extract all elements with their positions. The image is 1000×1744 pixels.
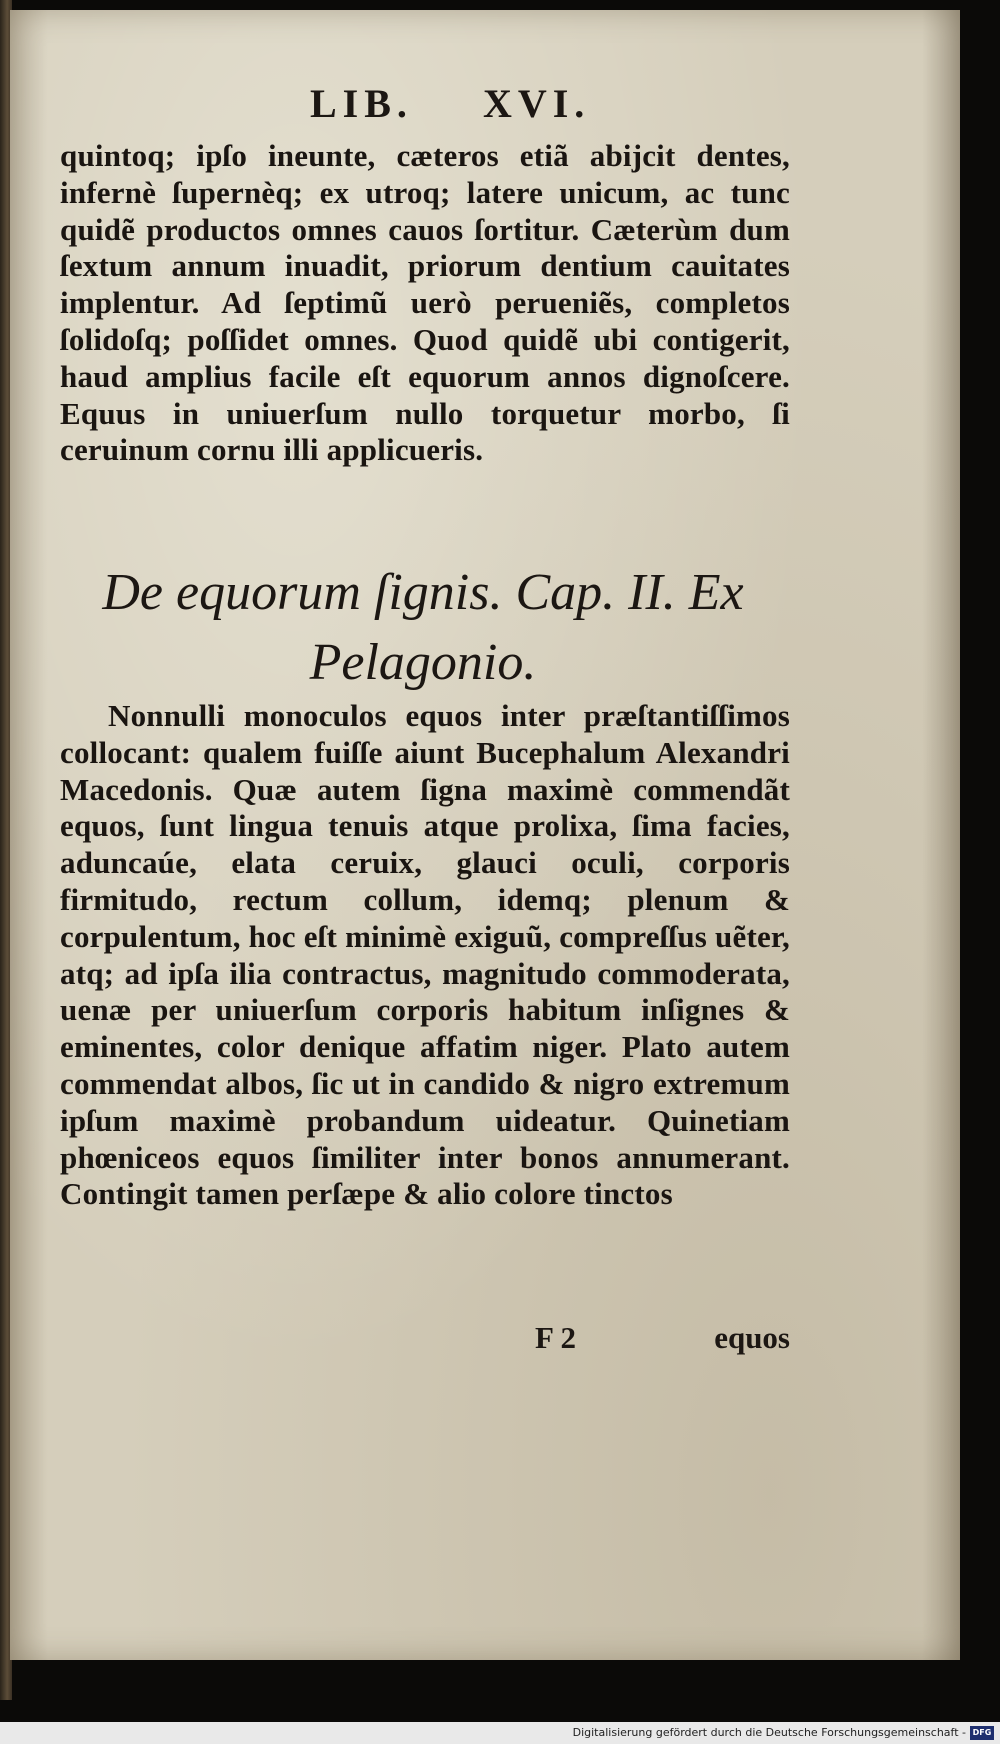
- dfg-logo-icon: DFG: [970, 1726, 994, 1740]
- running-head: [310, 80, 610, 127]
- footer-credit: Digitalisierung gefördert durch die Deutsche Forschungsgemeinschaft -: [572, 1726, 966, 1739]
- paragraph-continuation: quintoq; ipſo ineunte, cæteros etiã abijcit dentes, infernè ſupernèq; ex utroq; latere unicum, ac tunc quidẽ productos omnes cauos ſortitur. Cæterùm dum ſextum annum inuadit, priorum dentium cauitates implentur. Ad ſeptimũ uerò perueniẽs, completos ſolidoſq; poſſidet omnes. Quod quidẽ ubi contigerit, haud amplius facile eſt equorum annos dignoſcere. Equus in uniuerſum nullo torquetur morbo, ſi ceruinum cornu illi applicueris.: [60, 138, 790, 468]
- footer-bar: [0, 1722, 1000, 1744]
- running-head-book: LIB.: [310, 81, 413, 126]
- signature-mark: F 2: [535, 1320, 577, 1355]
- catchword: equos: [714, 1320, 790, 1355]
- book-page: [10, 10, 960, 1660]
- paragraph-main: Nonnulli monoculos equos inter præſtantiſſimos collocant: qualem fuiſſe aiunt Bucephalum Alexandri Macedonis. Quæ autem ſigna maximè commendãt equos, ſunt lingua tenuis atque prolixa, ſima facies, aduncaúe, elata ceruix, glauci oculi, corporis firmitudo, rectum collum, idemq; plenum & corpulentum, hoc eſt minimè exiguũ, compreſſus uẽter, atq; ad ipſa ilia contractus, magnitudo commoderata, uenæ per uniuerſum corporis habitum inſignes & eminentes, color denique affatim niger. Plato autem commendat albos, ſic ut in candido & nigro extremum ipſum maximè probandum uideatur. Quinetiam phœniceos equos ſimiliter inter bonos annumerant. Contingit tamen perſæpe & alio colore tinctos: [60, 698, 790, 1212]
- running-head-number: XVI.: [482, 81, 591, 126]
- chapter-heading: De equorum ſignis. Cap. II. Ex Pelagonio.: [102, 564, 744, 691]
